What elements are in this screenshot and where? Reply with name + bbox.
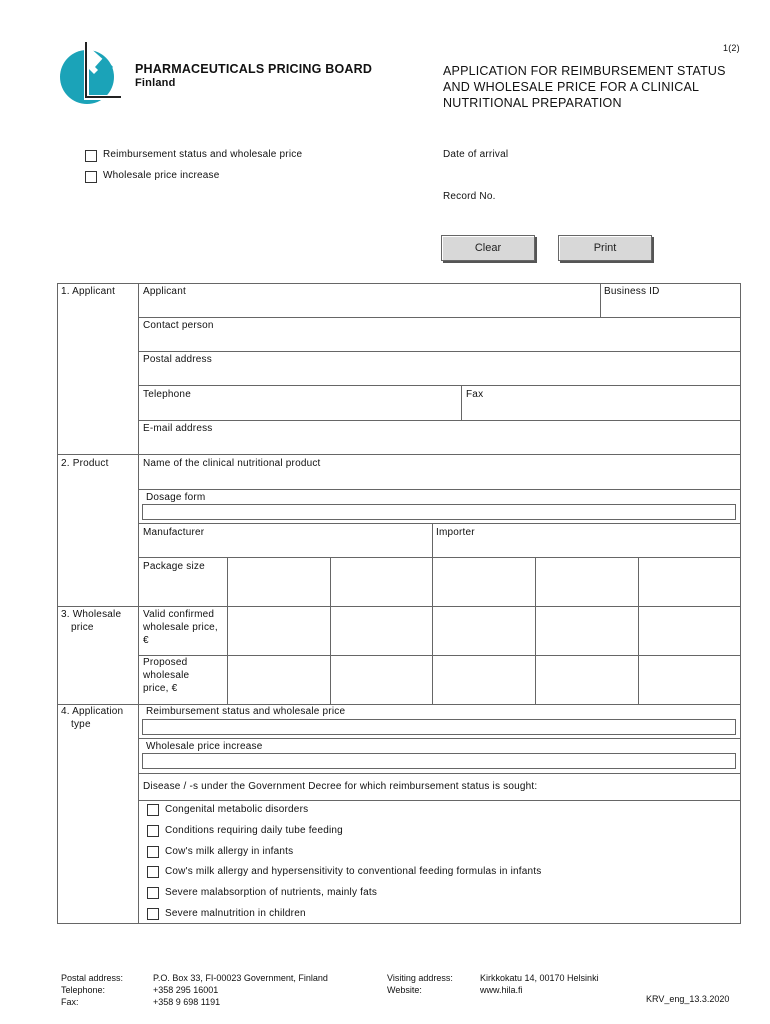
reimbursement-option-label: Reimbursement status and wholesale price	[103, 149, 303, 160]
print-button[interactable]: Print	[558, 235, 652, 261]
disease-checkbox-malnutrition[interactable]	[147, 908, 159, 920]
package-size-label: Package size	[143, 561, 205, 572]
section-wholesale-heading: 3. Wholesale	[61, 609, 122, 620]
disease-label-tube-feeding: Conditions requiring daily tube feeding	[165, 825, 343, 836]
footer-website-link[interactable]: www.hila.fi	[480, 985, 523, 995]
section-applicant-heading: 1. Applicant	[61, 286, 116, 297]
footer-fax-value: +358 9 698 1191	[153, 997, 221, 1007]
document-code: KRV_eng_13.3.2020	[646, 994, 730, 1004]
business-id-label: Business ID	[604, 286, 660, 297]
wholesale-increase-type-label: Wholesale price increase	[146, 741, 263, 752]
footer-website-label: Website:	[387, 985, 422, 995]
footer-postal-label: Postal address:	[61, 973, 124, 983]
footer-fax-label: Fax:	[61, 997, 79, 1007]
section-wholesale-heading-cont: price	[71, 622, 94, 633]
reimbursement-checkbox[interactable]	[85, 150, 97, 162]
footer-visiting-value: Kirkkokatu 14, 00170 Helsinki	[480, 973, 599, 983]
page-number: 1(2)	[723, 43, 740, 53]
disease-label-milk-allergy: Cow's milk allergy in infants	[165, 846, 294, 857]
wholesale-increase-checkbox[interactable]	[85, 171, 97, 183]
disease-label-malabsorption: Severe malabsorption of nutrients, mainly fats	[165, 887, 378, 898]
pricing-board-logo	[58, 40, 124, 106]
reimbursement-type-input[interactable]	[142, 719, 736, 735]
form-title-line2: AND WHOLESALE PRICE FOR A CLINICAL	[443, 80, 700, 94]
section-product-heading: 2. Product	[61, 458, 109, 469]
dosage-form-input[interactable]	[142, 504, 736, 520]
fax-label: Fax	[466, 389, 484, 400]
disease-checkbox-milk-allergy[interactable]	[147, 846, 159, 858]
disease-checkbox-milk-hypersensitivity[interactable]	[147, 866, 159, 878]
record-no-label: Record No.	[443, 191, 496, 202]
contact-person-label: Contact person	[143, 320, 214, 331]
org-name: PHARMACEUTICALS PRICING BOARD	[135, 62, 373, 76]
disease-checkbox-malabsorption[interactable]	[147, 887, 159, 899]
org-country: Finland	[135, 77, 176, 89]
disease-checkbox-metabolic[interactable]	[147, 804, 159, 816]
section-application-heading: 4. Application	[61, 706, 124, 717]
proposed-price-label-3: price, €	[143, 683, 178, 694]
disease-label-malnutrition: Severe malnutrition in children	[165, 908, 306, 919]
valid-price-label-2: wholesale price,	[143, 622, 218, 633]
disease-prompt: Disease / -s under the Government Decree for which reimbursement status is sought:	[143, 781, 538, 792]
form-title-line3: NUTRITIONAL PREPARATION	[443, 96, 622, 110]
footer-telephone-value: +358 295 16001	[153, 985, 219, 995]
postal-address-label: Postal address	[143, 354, 212, 365]
footer-telephone-label: Telephone:	[61, 985, 106, 995]
email-label: E-mail address	[143, 423, 213, 434]
reimbursement-type-label: Reimbursement status and wholesale price	[146, 706, 346, 717]
section-application-heading-cont: type	[71, 719, 91, 730]
date-of-arrival-label: Date of arrival	[443, 149, 509, 160]
disease-label-metabolic: Congenital metabolic disorders	[165, 804, 309, 815]
wholesale-increase-type-input[interactable]	[142, 753, 736, 769]
form-title-line1: APPLICATION FOR REIMBURSEMENT STATUS	[443, 64, 726, 78]
proposed-price-label-1: Proposed	[143, 657, 188, 668]
applicant-label: Applicant	[143, 286, 186, 297]
valid-price-label-3: €	[143, 635, 149, 646]
manufacturer-label: Manufacturer	[143, 527, 205, 538]
dosage-form-label: Dosage form	[146, 492, 206, 503]
footer-visiting-label: Visiting address:	[387, 973, 453, 983]
disease-checkbox-tube-feeding[interactable]	[147, 825, 159, 837]
valid-price-label-1: Valid confirmed	[143, 609, 215, 620]
footer-postal-value: P.O. Box 33, FI-00023 Government, Finland	[153, 973, 328, 983]
importer-label: Importer	[436, 527, 475, 538]
product-name-label: Name of the clinical nutritional product	[143, 458, 321, 469]
disease-label-milk-hypersensitivity: Cow's milk allergy and hypersensitivity to conventional feeding formulas in infants	[165, 866, 542, 877]
wholesale-increase-option-label: Wholesale price increase	[103, 170, 220, 181]
proposed-price-label-2: wholesale	[143, 670, 190, 681]
telephone-label: Telephone	[143, 389, 191, 400]
clear-button[interactable]: Clear	[441, 235, 535, 261]
